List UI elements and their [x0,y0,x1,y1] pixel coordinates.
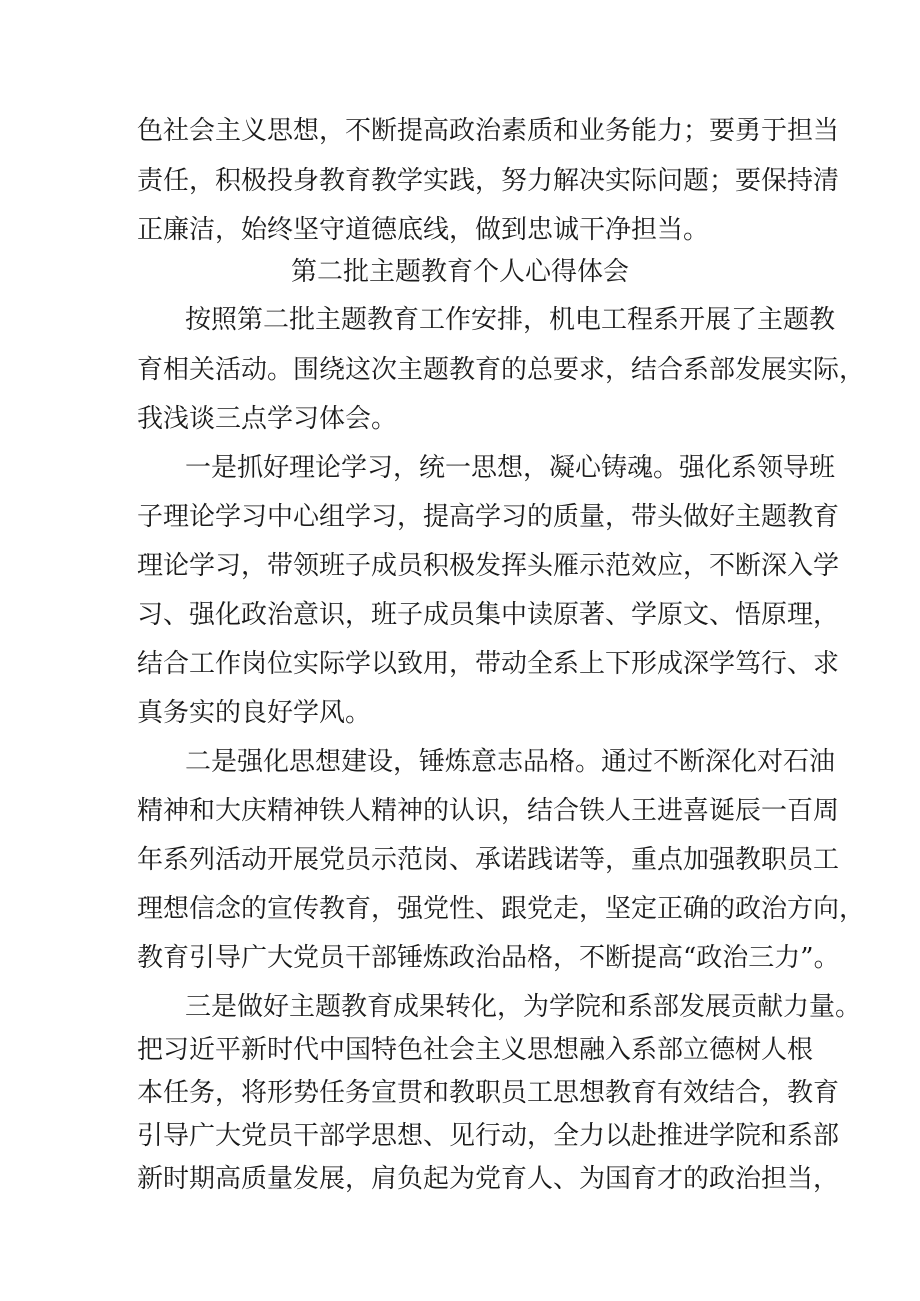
text-line: 子理论学习中心组学习，提高学习的质量，带头做好主题教育 [137,502,840,532]
text-line: 精神和大庆精神铁人精神的认识，结合铁人王进喜诞辰一百周 [137,796,840,826]
text-line: 色社会主义思想，不断提高政治素质和业务能力；要勇于担当 [137,116,840,146]
text-line: 新时期高质量发展，肩负起为党育人、为国育才的政治担当， [137,1164,840,1194]
text-line: 理想信念的宣传教育，强党性、跟党走，坚定正确的政治方向， [137,894,866,924]
text-line: 年系列活动开展党员示范岗、承诺践诺等，重点加强教职员工 [137,845,840,875]
text-line: 习、强化政治意识，班子成员集中读原著、学原文、悟原理， [137,600,840,630]
text-line: 育相关活动。围绕这次主题教育的总要求，结合系部发展实际， [137,355,866,385]
text-line: 真务实的良好学风。 [137,698,372,728]
text-line: 三是做好主题教育成果转化，为学院和系部发展贡献力量。 [185,992,862,1022]
text-line: 我浅谈三点学习体会。 [137,404,398,434]
text-line: 教育引导广大党员干部锤炼政治品格，不断提高“政治三力”。 [137,943,840,973]
text-line: 责任，积极投身教育教学实践，努力解决实际问题；要保持清 [137,166,840,196]
text-line: 理论学习，带领班子成员积极发挥头雁示范效应，不断深入学 [137,551,840,581]
text-line: 一是抓好理论学习，统一思想，凝心铸魂。强化系领导班 [185,453,836,483]
text-line: 按照第二批主题教育工作安排，机电工程系开展了主题教 [185,305,836,335]
text-line: 把习近平新时代中国特色社会主义思想融入系部立德树人根 [137,1035,814,1065]
text-line: 二是强化思想建设，锤炼意志品格。通过不断深化对石油 [185,747,836,777]
text-line: 本任务，将形势任务宣贯和教职员工思想教育有效结合，教育 [137,1078,840,1108]
text-line: 正廉洁，始终坚守道德底线，做到忠诚干净担当。 [137,215,710,245]
text-line: 结合工作岗位实际学以致用，带动全系上下形成深学笃行、求 [137,649,840,679]
document-title: 第二批主题教育个人心得体会 [290,257,629,287]
text-line: 引导广大党员干部学思想、见行动，全力以赴推进学院和系部 [137,1121,840,1151]
